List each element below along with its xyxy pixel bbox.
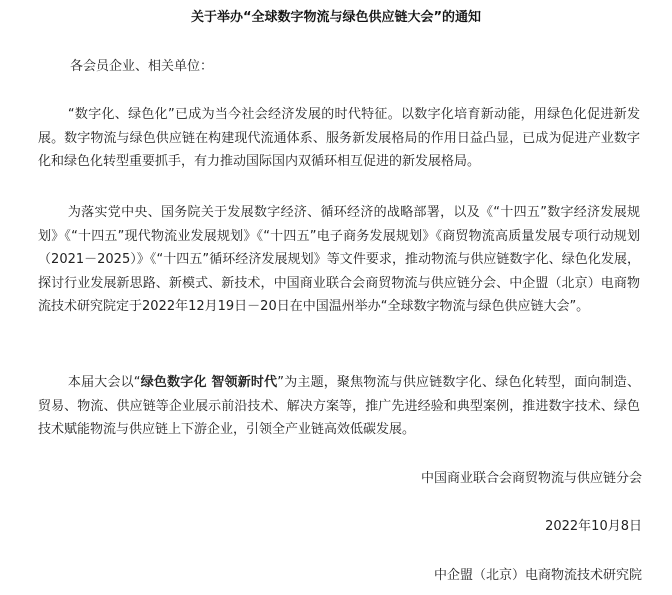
conference-theme: 绿色数字化 智领新时代 bbox=[140, 375, 278, 390]
signatory-institute: 中企盟（北京）电商物流技术研究院 bbox=[433, 568, 642, 583]
paragraph-theme-before: 本届大会以“ bbox=[67, 375, 141, 390]
paragraph-theme-after: ”为主题，聚焦物流与供应链数字化、绿色化转型，面向制造、贸易、物流、供应链等企业展示前沿技术、解决方案等，推广先进经验和典型案例，推进数字技术、绿色技术赋能物流与供应链上下游企业，引领全产业链高效低碳发展。 bbox=[38, 375, 640, 437]
paragraph-theme bbox=[38, 371, 640, 442]
issue-date: 2022年10月8日 bbox=[545, 519, 642, 534]
signatory-association: 中国商业联合会商贸物流与供应链分会 bbox=[420, 471, 642, 486]
paragraph-intro: “数字化、绿色化”已成为当今社会经济发展的时代特征。以数字化培育新动能，用绿色化促进新发展。数字物流与绿色供应链在构建现代流通体系、服务新发展格局的作用日益凸显，已成为促进产业数字化和绿色化转型重要抓手，有力推动国际国内双循环相互促进的新发展格局。 bbox=[38, 107, 640, 169]
document-title: 关于举办“全球数字物流与绿色供应链大会”的通知 bbox=[190, 10, 482, 25]
greeting: 各会员企业、相关单位： bbox=[70, 59, 214, 74]
paragraph-background: 为落实党中央、国务院关于发展数字经济、循环经济的战略部署，以及《“十四五”数字经济发展规划》《“十四五”现代物流业发展规划》《“十四五”电子商务发展规划》《商贸物流高质量发展专项行动规划（2021－2025）》《“十四五”循环经济发展规划》等文件要求，推动物流与供应链数字化、绿色化发展，探讨行业发展新思路、新模式、新技术，中国商业联合会商贸物流与供应链分会、中企盟（北京）电商物流技术研究院定于2022年12月19日－20日在中国温州举办“全球数字物流与绿色供应链大会”。 bbox=[38, 205, 640, 314]
